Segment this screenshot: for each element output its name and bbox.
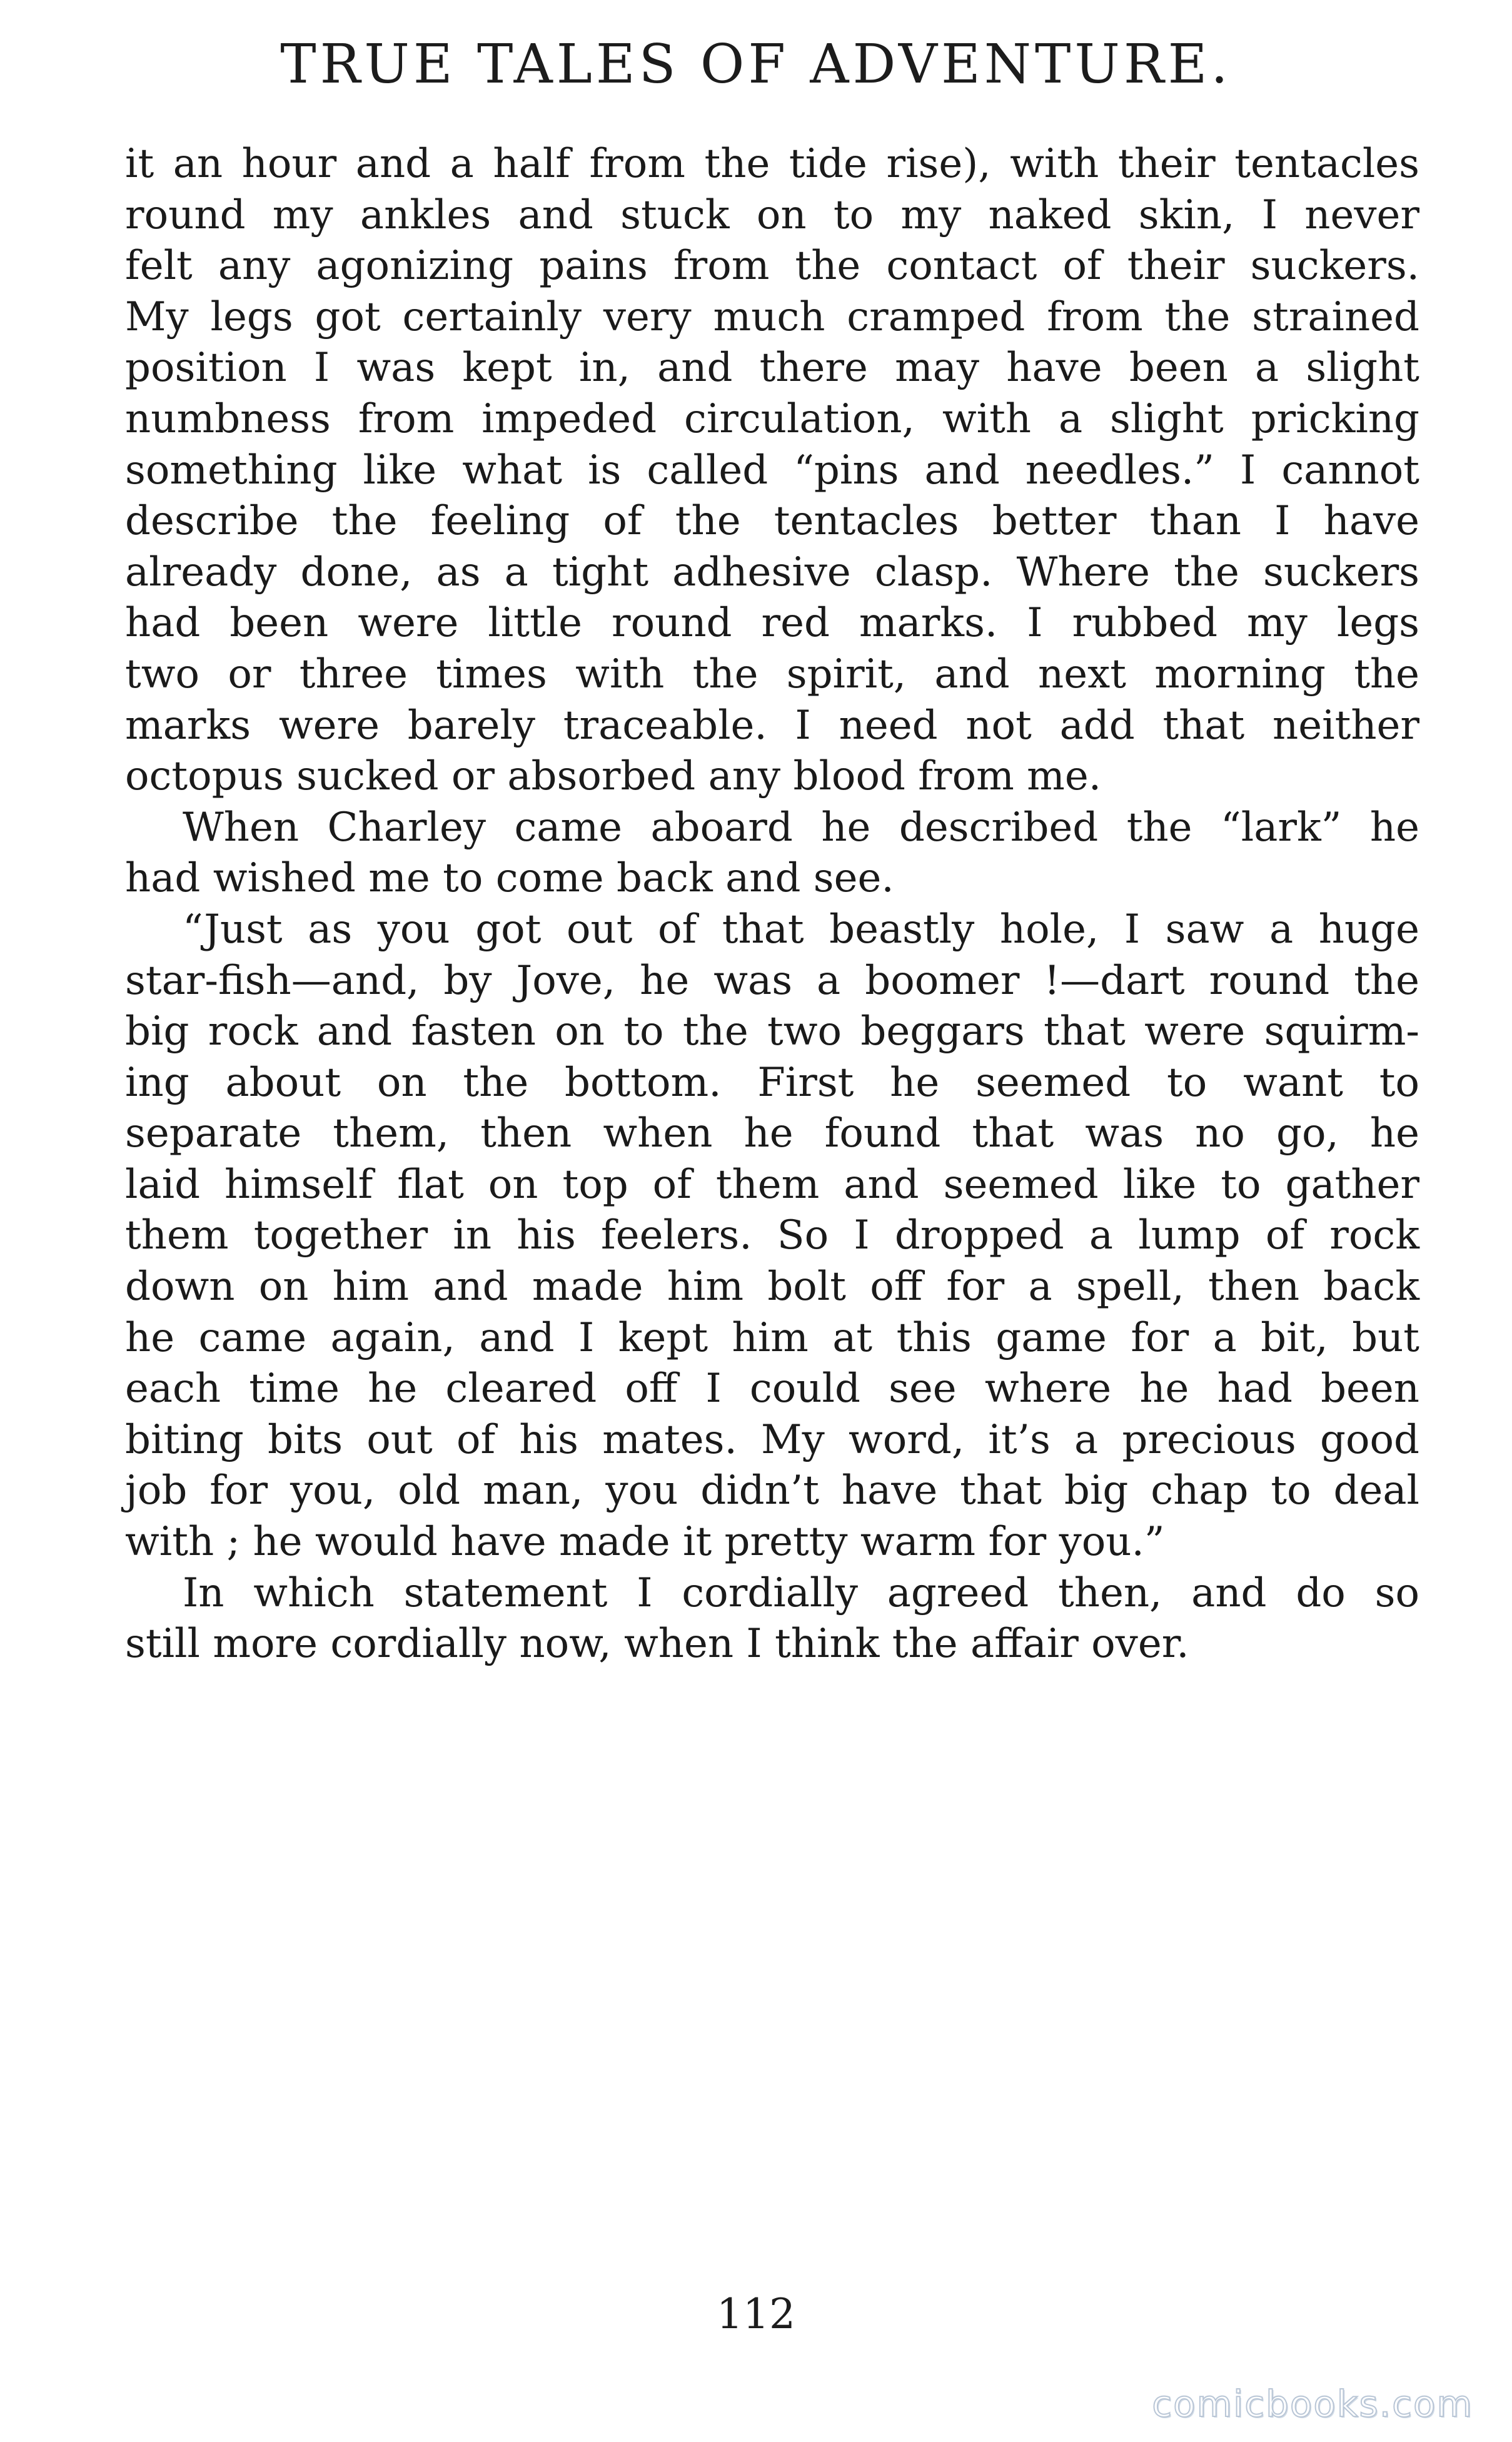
body-text [125,139,1419,1670]
text-line: he came again, and I kept him at this game for a bit, but [125,1314,1419,1361]
text-line: marks were barely traceable. I need not add that neither [125,702,1419,749]
text-line: separate them, then when he found that was no go, he [125,1110,1419,1157]
text-line: already done, as a tight adhesive clasp. Where the suckers [125,549,1419,595]
text-line: something like what is called “pins and needles.” I cannot [125,447,1419,494]
text-line: ing about on the bottom. First he seemed to want to [125,1059,1419,1106]
paragraph-end-line: still more cordially now, when I think the affair over. [125,1621,1189,1668]
page-number: 112 [717,2290,795,2338]
running-header-title: TRUE TALES OF ADVENTURE. [280,33,1232,96]
text-line: My legs got certainly very much cramped from the strained [125,293,1419,340]
watermark: comicbooks.com [1152,2383,1473,2425]
paragraph-end-line: octopus sucked or absorbed any blood from me. [125,753,1102,800]
text-line: down on him and made him bolt off for a spell, then back [125,1264,1419,1310]
text-line: describe the feeling of the tentacles better than I have [125,498,1419,545]
paragraph-start-line: When Charley came aboard he described the “lark” he [183,804,1419,851]
paragraph-start-line: In which statement I cordially agreed then, and do so [183,1569,1419,1616]
text-line: job for you, old man, you didn’t have that big chap to deal [125,1467,1419,1514]
text-line: them together in his feelers. So I dropped a lump of rock [125,1212,1419,1259]
text-line: felt any agonizing pains from the contact of their suckers. [125,243,1419,290]
text-line: laid himself flat on top of them and seemed like to gather [125,1161,1419,1208]
text-line: star-fish—and, by Jove, he was a boomer !—dart round the [125,957,1419,1004]
text-line: big rock and fasten on to the two beggars that were squirm- [125,1008,1419,1055]
text-line: round my ankles and stuck on to my naked skin, I never [125,191,1419,238]
text-line: numbness from impeded circulation, with a slight pricking [125,395,1419,442]
text-line: two or three times with the spirit, and next morning the [125,651,1419,697]
paragraph-start-line: “Just as you got out of that beastly hole, I saw a huge [183,906,1419,953]
paragraph-end-line: had wished me to come back and see. [125,855,894,902]
text-line: biting bits out of his mates. My word, it’s a precious good [125,1416,1419,1463]
text-line: it an hour and a half from the tide rise), with their tentacles [125,141,1419,187]
paragraph-end-line: with ; he would have made it pretty warm for you.” [125,1519,1165,1566]
text-line: position I was kept in, and there may have been a slight [125,345,1419,392]
text-line: each time he cleared off I could see where he had been [125,1365,1419,1412]
text-line: had been were little round red marks. I rubbed my legs [125,600,1419,647]
